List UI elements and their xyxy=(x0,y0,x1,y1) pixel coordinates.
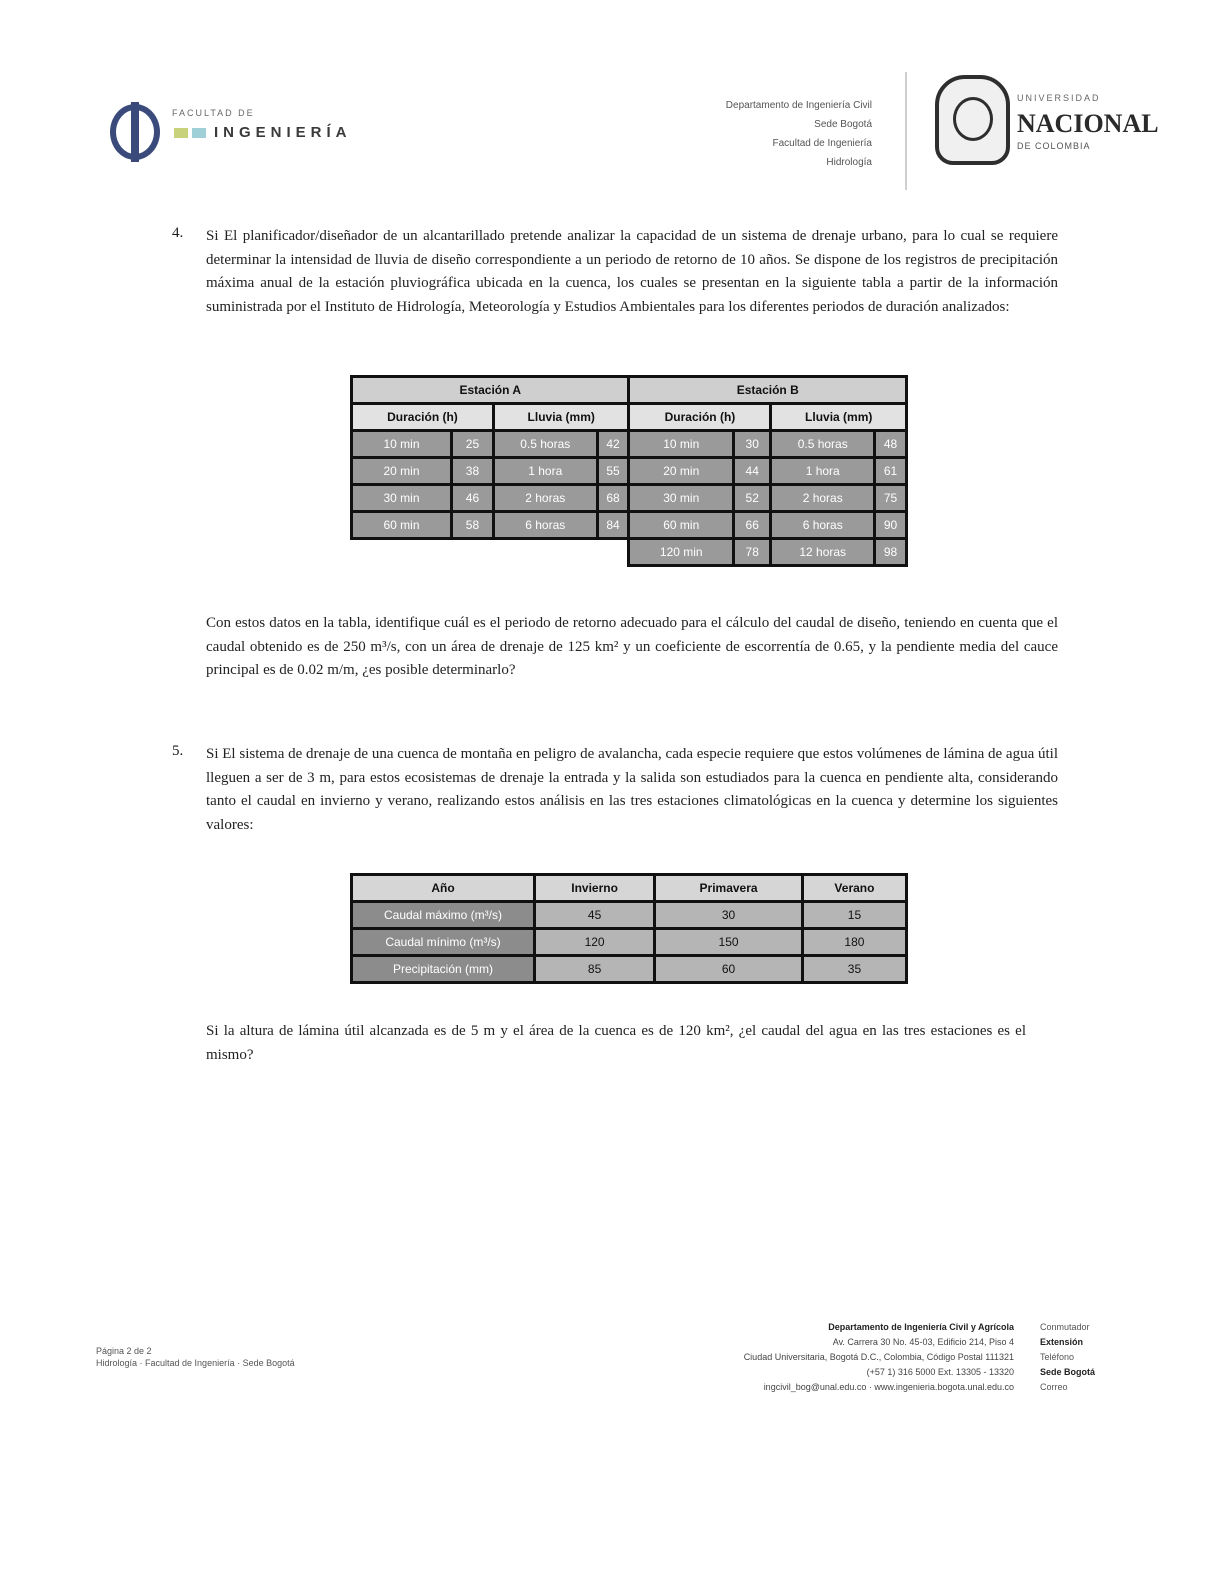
table-row-label: Caudal máximo (m³/s) xyxy=(352,902,535,929)
table-cell: 42 xyxy=(597,431,629,458)
footer-page-number: Página 2 de 2 xyxy=(96,1346,152,1356)
question-4-followup: Con estos datos en la tabla, identifique cuál es el periodo de retorno adecuado para el cálculo del caudal de diseño, teniendo en cuenta que el caudal obtenido es de 250 m³/s, con un área de drenaje de 125 km² y un coeficiente de escorrentía de 0.65, y la pendiente media del cauce principal es de 0.02 m/m, ¿es posible determinarlo? xyxy=(206,615,1058,678)
table-4-subheader: Duración (h) xyxy=(352,404,494,431)
footer-address-line: Ciudad Universitaria, Bogotá D.C., Colombia, Código Postal 111321 xyxy=(743,1352,1014,1362)
footer-contact-line: Teléfono xyxy=(1040,1352,1075,1362)
table-row-label: Caudal mínimo (m³/s) xyxy=(352,929,535,956)
header-line-4: Hidrología xyxy=(826,157,872,168)
table-cell: 52 xyxy=(734,485,771,512)
table-cell: 30 xyxy=(655,902,803,929)
table-5-header: Invierno xyxy=(535,875,655,902)
footer-address-line: ingcivil_bog@unal.edu.co · www.ingenieria.bogota.unal.edu.co xyxy=(763,1382,1014,1392)
question-4-number: 4. xyxy=(172,225,184,241)
footer-address-line: (+57 1) 316 5000 Ext. 13305 - 13320 xyxy=(866,1367,1014,1377)
table-cell: 6 horas xyxy=(771,512,875,539)
table-row xyxy=(352,431,907,458)
table-cell: 30 xyxy=(734,431,771,458)
table-cell: 66 xyxy=(734,512,771,539)
table-cell: 20 min xyxy=(629,458,734,485)
table-cell: 38 xyxy=(452,458,494,485)
header-line-1: Departamento de Ingeniería Civil xyxy=(725,100,872,111)
footer-contact-line: Correo xyxy=(1040,1382,1068,1392)
table-cell: 85 xyxy=(535,956,655,983)
footer-contact-line: Sede Bogotá xyxy=(1040,1367,1096,1377)
table-cell: 180 xyxy=(802,929,906,956)
table-cell: 15 xyxy=(802,902,906,929)
table-cell: 1 hora xyxy=(493,458,597,485)
table-row xyxy=(352,902,907,929)
header-divider xyxy=(905,72,907,190)
table-cell: 0.5 horas xyxy=(771,431,875,458)
table-cell: 35 xyxy=(802,956,906,983)
question-5-followup: Si la altura de lámina útil alcanzada es de 5 m y el área de la cuenca es de 120 km², ¿el caudal del agua en las tres estaciones es el mismo? xyxy=(206,1023,1026,1063)
table-cell: 6 horas xyxy=(493,512,597,539)
footer-address xyxy=(744,1320,1014,1395)
table-cell: 84 xyxy=(597,512,629,539)
table-cell: 12 horas xyxy=(771,539,875,566)
faculty-logo-word: INGENIERÍA xyxy=(214,124,352,141)
university-seal-icon xyxy=(935,75,1010,165)
table-cell: 2 horas xyxy=(493,485,597,512)
footer-contact xyxy=(1040,1320,1095,1395)
faculty-logo-small-text: FACULTAD DE xyxy=(172,108,255,118)
table-cell: 90 xyxy=(875,512,907,539)
table-cell: 78 xyxy=(734,539,771,566)
table-row-label: Precipitación (mm) xyxy=(352,956,535,983)
table-cell: 120 xyxy=(535,929,655,956)
table-4-group-a: Estación A xyxy=(352,377,629,404)
table-row xyxy=(352,929,907,956)
table-cell: 45 xyxy=(535,902,655,929)
table-cell: 48 xyxy=(875,431,907,458)
table-cell: 2 horas xyxy=(771,485,875,512)
table-row xyxy=(352,512,907,539)
table-cell: 120 min xyxy=(629,539,734,566)
table-cell: 68 xyxy=(597,485,629,512)
table-cell: 75 xyxy=(875,485,907,512)
table-5-header: Año xyxy=(352,875,535,902)
university-logo-word: NACIONAL xyxy=(1017,109,1159,138)
table-row xyxy=(352,458,907,485)
university-logo xyxy=(935,75,1159,170)
question-4-paragraph: Si El planificador/diseñador de un alcantarillado pretende analizar la capacidad de un sistema de drenaje urbano, para lo cual se requiere determinar la intensidad de lluvia de diseño correspondiente a un periodo de retorno de 10 años. Se dispone de los registros de precipitación máxima anual de la estación pluviográfica ubicada en la cuenca, los cuales se presentan en la siguiente tabla a partir de la información suministrada por el Instituto de Hidrología, Meteorología y Estudios Ambientales para los diferentes periodos de duración analizados: xyxy=(206,228,1058,315)
table-cell: 60 min xyxy=(629,512,734,539)
header-info xyxy=(726,96,872,172)
table-row xyxy=(352,956,907,983)
faculty-logo-bar-icon xyxy=(131,102,139,162)
table-cell: 61 xyxy=(875,458,907,485)
footer-address-line: Departamento de Ingeniería Civil y Agrícola xyxy=(828,1322,1014,1332)
table-cell: 150 xyxy=(655,929,803,956)
table-cell: 20 min xyxy=(352,458,452,485)
table-row xyxy=(352,485,907,512)
header-line-2: Sede Bogotá xyxy=(814,119,872,130)
table-4-subheader: Lluvia (mm) xyxy=(771,404,907,431)
header-line-3: Facultad de Ingeniería xyxy=(772,138,872,149)
question-4-table xyxy=(350,375,908,567)
table-cell: 58 xyxy=(452,512,494,539)
table-cell: 1 hora xyxy=(771,458,875,485)
university-logo-small-text: UNIVERSIDAD xyxy=(1017,93,1101,103)
question-5-number: 5. xyxy=(172,743,184,759)
table-cell: 30 min xyxy=(629,485,734,512)
table-cell: 25 xyxy=(452,431,494,458)
question-5-paragraph: Si El sistema de drenaje de una cuenca de montaña en peligro de avalancha, cada especie requiere que estos volúmenes de lámina de agua útil lleguen a ser de 3 m, para estos ecosistemas de drenaje la entrada y la salida son estudiados para la cuenca en pendiente alta, considerando tanto el caudal en invierno y verano, realizando estos análisis en las tres estaciones climatológicas en la cuenca y determine los siguientes valores: xyxy=(206,746,1058,833)
table-4-subheader: Duración (h) xyxy=(629,404,771,431)
faculty-logo xyxy=(110,100,350,170)
footer-address-line: Av. Carrera 30 No. 45-03, Edificio 214, Piso 4 xyxy=(832,1337,1014,1347)
table-4-subheader: Lluvia (mm) xyxy=(493,404,629,431)
table-4-group-b: Estación B xyxy=(629,377,907,404)
table-cell: 0.5 horas xyxy=(493,431,597,458)
university-logo-sub: DE COLOMBIA xyxy=(1017,141,1091,151)
table-cell: 44 xyxy=(734,458,771,485)
question-5-table xyxy=(350,873,908,984)
table-cell: 98 xyxy=(875,539,907,566)
table-cell: 46 xyxy=(452,485,494,512)
footer-contact-line: Conmutador xyxy=(1040,1322,1090,1332)
footer-course: Hidrología · Facultad de Ingeniería · Sede Bogotá xyxy=(96,1358,295,1368)
table-row xyxy=(352,539,907,566)
table-blank-cell xyxy=(352,539,629,566)
footer-contact-line: Extensión xyxy=(1040,1337,1084,1347)
footer-left xyxy=(96,1345,295,1369)
table-cell: 55 xyxy=(597,458,629,485)
table-cell: 60 xyxy=(655,956,803,983)
table-5-header: Primavera xyxy=(655,875,803,902)
table-cell: 60 min xyxy=(352,512,452,539)
table-cell: 30 min xyxy=(352,485,452,512)
table-cell: 10 min xyxy=(352,431,452,458)
table-cell: 10 min xyxy=(629,431,734,458)
table-5-header: Verano xyxy=(802,875,906,902)
faculty-logo-accent-2 xyxy=(192,128,206,138)
faculty-logo-accent-1 xyxy=(174,128,188,138)
